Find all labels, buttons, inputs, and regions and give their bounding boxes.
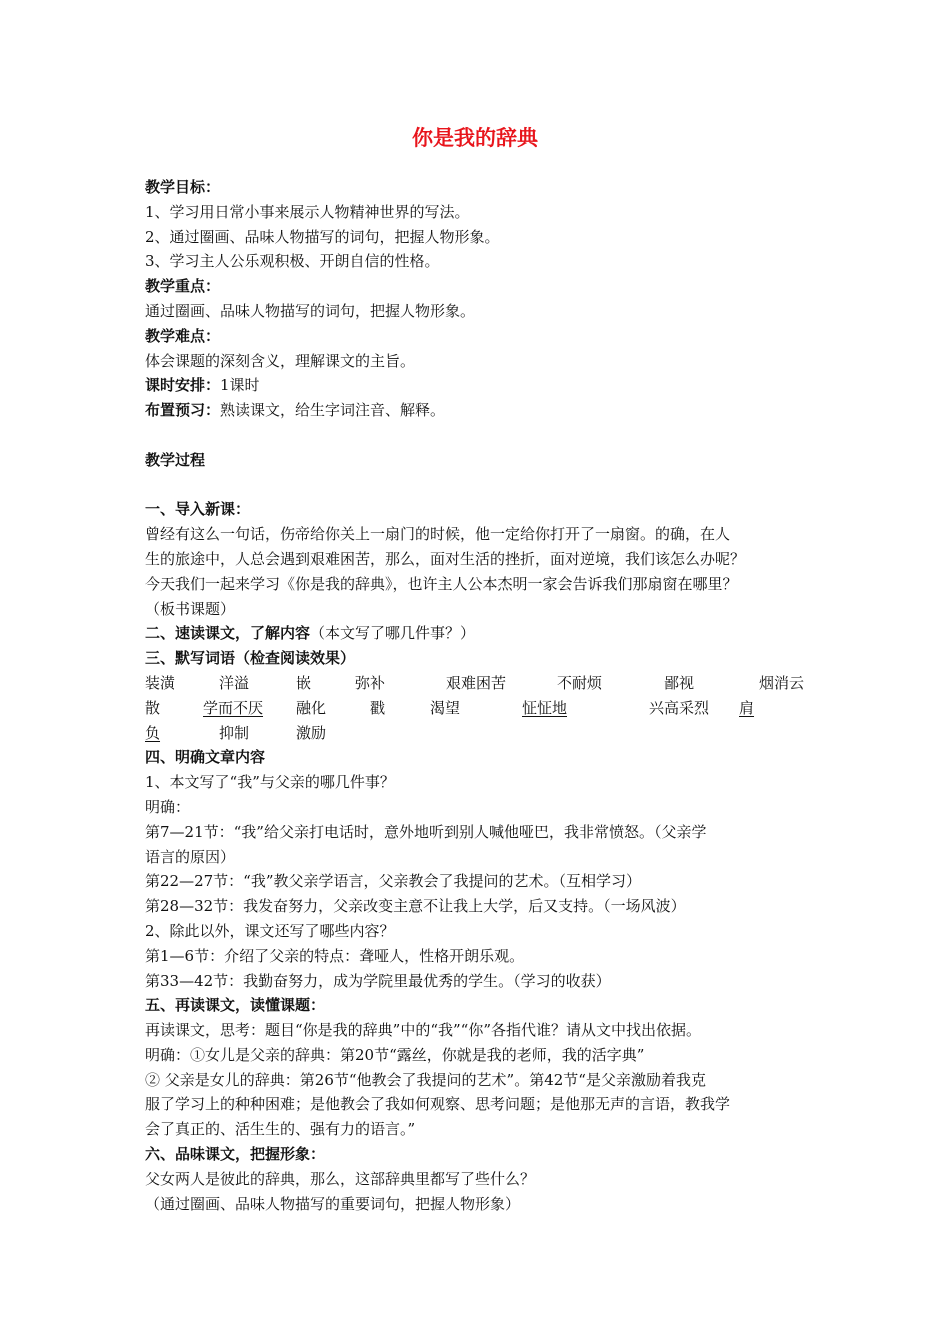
word-row-2 <box>145 696 820 721</box>
section-1-heading: 一、导入新课： <box>145 500 251 519</box>
document-title: 你是我的辞典 <box>412 126 538 150</box>
difficulty-heading: 教学难点： <box>145 326 221 345</box>
goals-heading: 教学目标： <box>145 178 221 196</box>
section-1-line: （板书课题） <box>145 599 236 618</box>
word-item: 融化 <box>296 698 327 717</box>
word-item: 烟消云 <box>759 673 805 692</box>
word-item: 兴高采烈 <box>649 698 710 717</box>
section-2-line <box>145 621 820 646</box>
goal-item: 3、学习主人公乐观积极、开朗自信的性格。 <box>145 252 440 271</box>
preview-heading: 布置预习： <box>145 401 221 420</box>
preview-line <box>145 398 820 423</box>
section-4-line: 第22—27节：“我”教父亲学语言，父亲教会了我提问的艺术。（互相学习） <box>145 872 642 891</box>
section-1-line: 生的旅途中，人总会遇到艰难困苦，那么，面对生活的挫折，面对逆境，我们该怎么办呢？ <box>145 549 746 568</box>
section-6-heading: 六、品味课文，把握形象： <box>145 1145 326 1164</box>
word-item: 洋溢 <box>219 673 250 692</box>
section-4-line: 第33—42节：我勤奋努力，成为学院里最优秀的学生。（学习的收获） <box>145 971 611 990</box>
section-4-heading: 四、明确文章内容 <box>145 748 266 767</box>
word-item: 渴望 <box>430 698 461 717</box>
focus-heading: 教学重点： <box>145 277 221 296</box>
goal-item: 2、通过圈画、品味人物描写的词句，把握人物形象。 <box>145 227 500 246</box>
section-2-heading: 二、速读课文，了解内容 <box>145 624 311 643</box>
section-4-line: 第7—21节：“我”给父亲打电话时，意外地听到别人喊他哑巴，我非常愤怒。（父亲学 <box>145 822 707 841</box>
word-item: 弥补 <box>355 673 386 692</box>
section-2-note: （本文写了哪几件事？） <box>310 624 476 643</box>
section-4-line: 语言的原因） <box>145 847 236 866</box>
word-item: 装潢 <box>145 673 176 692</box>
document-body <box>145 175 820 1216</box>
section-1-line: 今天我们一起来学习《你是我的辞典》，也许主人公本杰明一家会告诉我们那扇窗在哪里？ <box>145 574 738 593</box>
focus-text: 通过圈画、品味人物描写的词句，把握人物形象。 <box>145 301 476 320</box>
goal-item: 1、学习用日常小事来展示人物精神世界的写法。 <box>145 202 470 221</box>
section-6-line: （通过圈画、品味人物描写的重要词句，把握人物形象） <box>145 1194 521 1213</box>
schedule-text: 1课时 <box>220 376 260 395</box>
section-5-heading: 五、再读课文，读懂课题： <box>145 996 326 1015</box>
section-4-line: 2、除此以外，课文还写了哪些内容？ <box>145 921 395 940</box>
preview-text: 熟读课文，给生字词注音、解释。 <box>220 401 446 420</box>
schedule-heading: 课时安排： <box>145 376 221 395</box>
section-4-line: 1、本文写了“我”与父亲的哪几件事？ <box>145 773 395 792</box>
word-item: 嵌 <box>296 673 312 692</box>
section-5-line: 再读课文，思考：题目“你是我的辞典”中的“我”“你”各指代谁？请从文中找出依据。 <box>145 1021 702 1040</box>
word-item: 戳 <box>370 698 386 717</box>
difficulty-text: 体会课题的深刻含义，理解课文的主旨。 <box>145 351 416 370</box>
section-4-line: 第28—32节：我发奋努力，父亲改变主意不让我上大学，后又支持。（一场风波） <box>145 897 686 916</box>
word-item: 肩 <box>739 698 755 717</box>
word-item: 怔怔地 <box>522 698 568 717</box>
section-6-line: 父女两人是彼此的辞典，那么，这部辞典里都写了些什么？ <box>145 1169 536 1188</box>
section-5-line: 会了真正的、活生生的、强有力的语言。” <box>145 1120 416 1139</box>
process-heading: 教学过程 <box>145 450 206 469</box>
word-item: 学而不厌 <box>203 698 264 717</box>
section-5-line: ② 父亲是女儿的辞典：第26节“他教会了我提问的艺术”。第42节“是父亲激励着我克 <box>145 1070 706 1089</box>
schedule-line <box>145 373 820 398</box>
word-row-3 <box>145 721 820 746</box>
section-1-line: 曾经有这么一句话，伤帝给你关上一扇门的时候，他一定给你打开了一扇窗。的确，在人 <box>145 525 731 544</box>
word-item: 艰难困苦 <box>446 673 507 692</box>
word-item: 激励 <box>296 723 327 742</box>
word-item: 鄙视 <box>664 673 695 692</box>
section-4-line: 第1—6节：介绍了父亲的特点：聋哑人，性格开朗乐观。 <box>145 946 525 965</box>
section-3-heading: 三、默写词语（检查阅读效果） <box>145 649 356 668</box>
word-row-1 <box>145 671 820 696</box>
word-item: 抑制 <box>219 723 250 742</box>
word-item: 散 <box>145 698 161 717</box>
section-5-line: 服了学习上的种种困难；是他教会了我如何观察、思考问题；是他那无声的言语，教我学 <box>145 1095 731 1114</box>
word-item: 负 <box>145 723 161 742</box>
word-item: 不耐烦 <box>557 673 603 692</box>
section-5-line: 明确：①女儿是父亲的辞典：第20节“露丝，你就是我的老师，我的活字典” <box>145 1045 645 1064</box>
section-4-line: 明确： <box>145 797 191 816</box>
